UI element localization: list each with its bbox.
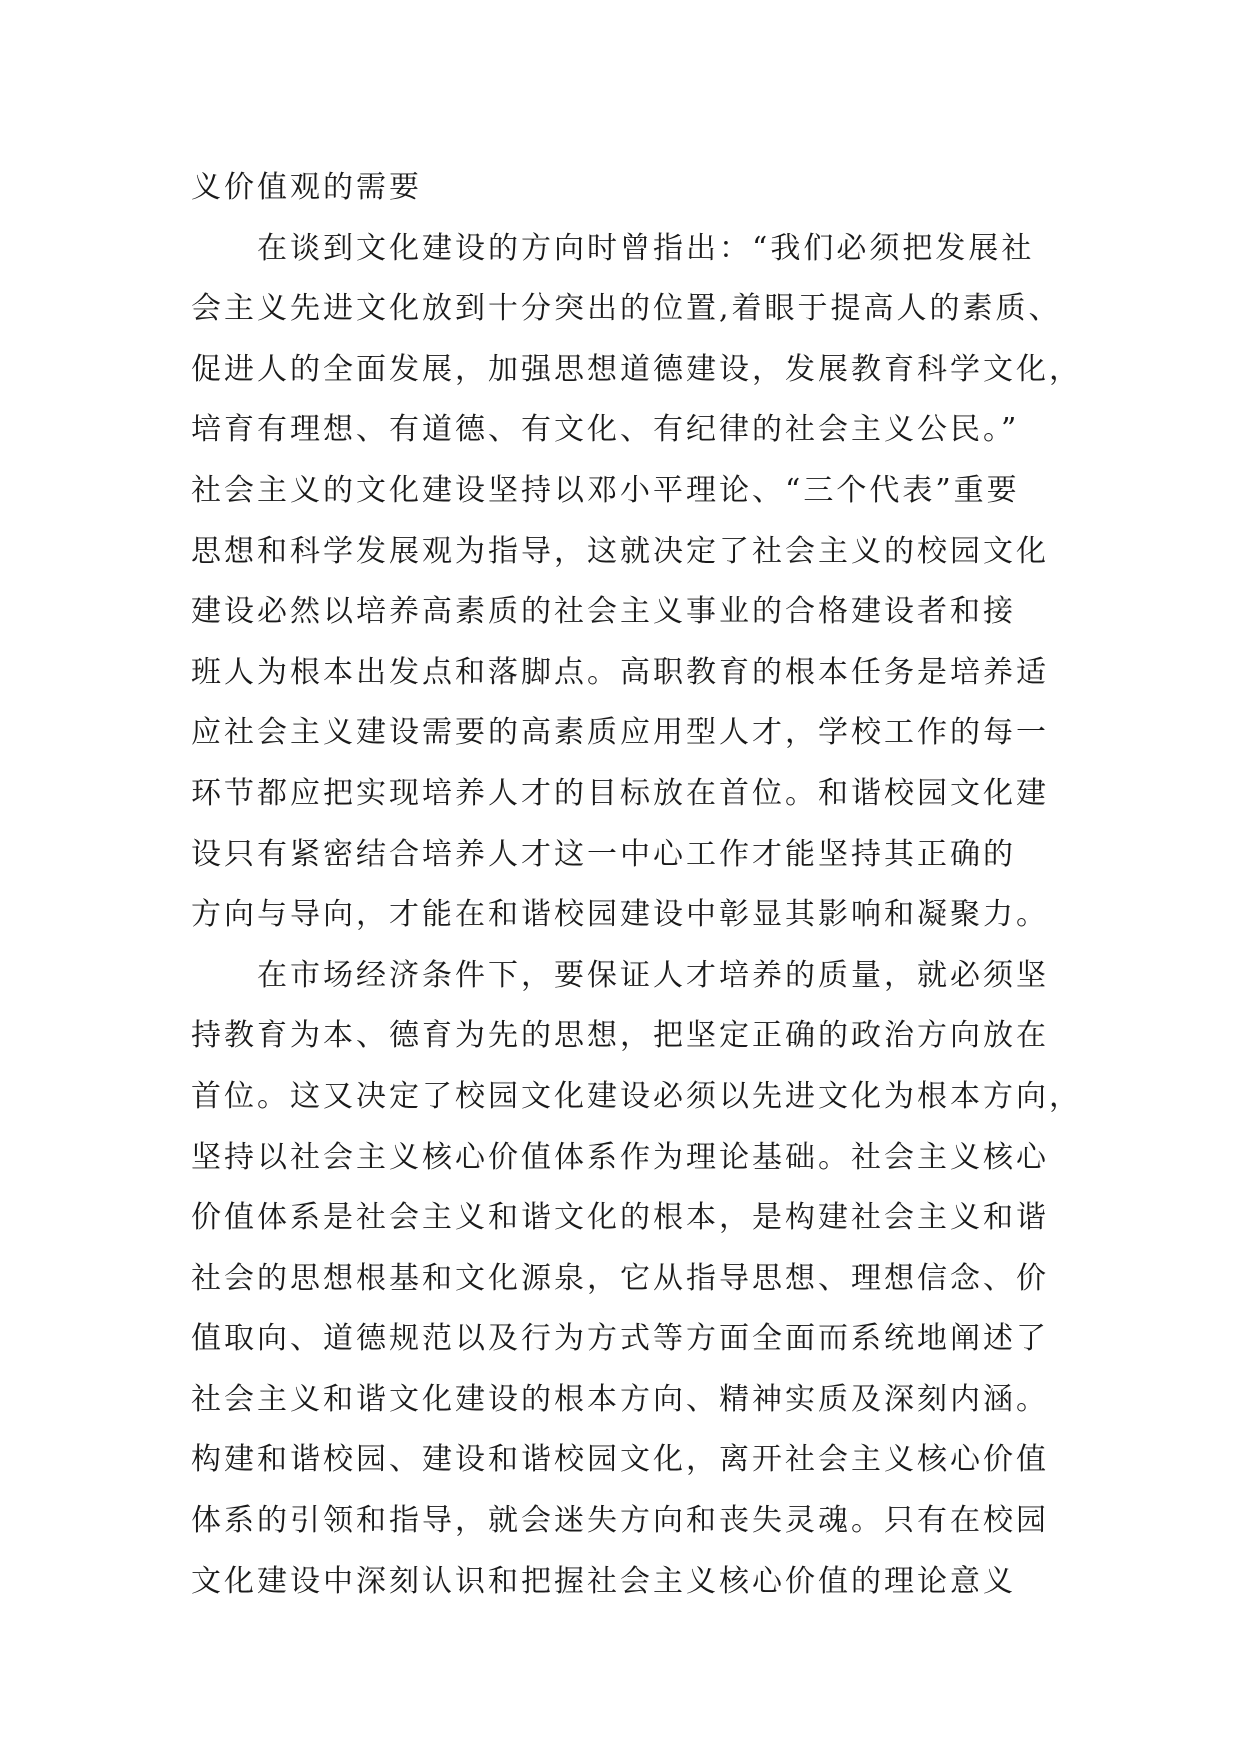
text-line: 方向与导向，才能在和谐校园建设中彰显其影响和凝聚力。 xyxy=(191,897,1049,933)
paragraph-first-line: 在市场经济条件下，要保证人才培养的质量，就必须坚 xyxy=(257,957,1049,993)
text-line: 价值体系是社会主义和谐文化的根本，是构建社会主义和谐 xyxy=(191,1200,1049,1236)
text-line: 环节都应把实现培养人才的目标放在首位。和谐校园文化建 xyxy=(191,775,1049,811)
text-line: 会主义先进文化放到十分突出的位置,着眼于提高人的素质、 xyxy=(191,291,1062,327)
text-line: 建设必然以培养高素质的社会主义事业的合格建设者和接 xyxy=(191,594,1016,630)
text-line: 社会的思想根基和文化源泉，它从指导思想、理想信念、价 xyxy=(191,1260,1049,1296)
text-line: 坚持以社会主义核心价值体系作为理论基础。社会主义核心 xyxy=(191,1139,1049,1175)
text-line: 社会主义和谐文化建设的根本方向、精神实质及深刻内涵。 xyxy=(191,1381,1049,1417)
paragraph-first-line: 在谈到文化建设的方向时曾指出：“我们必须把发展社 xyxy=(257,230,1035,266)
text-line: 设只有紧密结合培养人才这一中心工作才能坚持其正确的 xyxy=(191,836,1016,872)
text-line: 社会主义的文化建设坚持以邓小平理论、“三个代表”重要 xyxy=(191,472,1020,508)
text-line: 构建和谐校园、建设和谐校园文化，离开社会主义核心价值 xyxy=(191,1442,1049,1478)
text-line: 持教育为本、德育为先的思想，把坚定正确的政治方向放在 xyxy=(191,1018,1049,1054)
body-text xyxy=(191,158,1091,1612)
text-line: 思想和科学发展观为指导，这就决定了社会主义的校园文化 xyxy=(191,533,1049,569)
text-line: 文化建设中深刻认识和把握社会主义核心价值的理论意义 xyxy=(191,1563,1016,1599)
text-line: 促进人的全面发展，加强思想道德建设，发展教育科学文化， xyxy=(191,351,1082,387)
text-line: 首位。这又决定了校园文化建设必须以先进文化为根本方向， xyxy=(191,1078,1082,1114)
text-line: 值取向、道德规范以及行为方式等方面全面而系统地阐述了 xyxy=(191,1321,1049,1357)
text-line: 应社会主义建设需要的高素质应用型人才，学校工作的每一 xyxy=(191,715,1049,751)
text-line: 义价值观的需要 xyxy=(191,170,422,205)
text-line: 培育有理想、有道德、有文化、有纪律的社会主义公民。” xyxy=(191,412,1020,448)
text-line: 班人为根本出发点和落脚点。高职教育的根本任务是培养适 xyxy=(191,654,1049,690)
text-line: 体系的引领和指导，就会迷失方向和丧失灵魂。只有在校园 xyxy=(191,1503,1049,1539)
